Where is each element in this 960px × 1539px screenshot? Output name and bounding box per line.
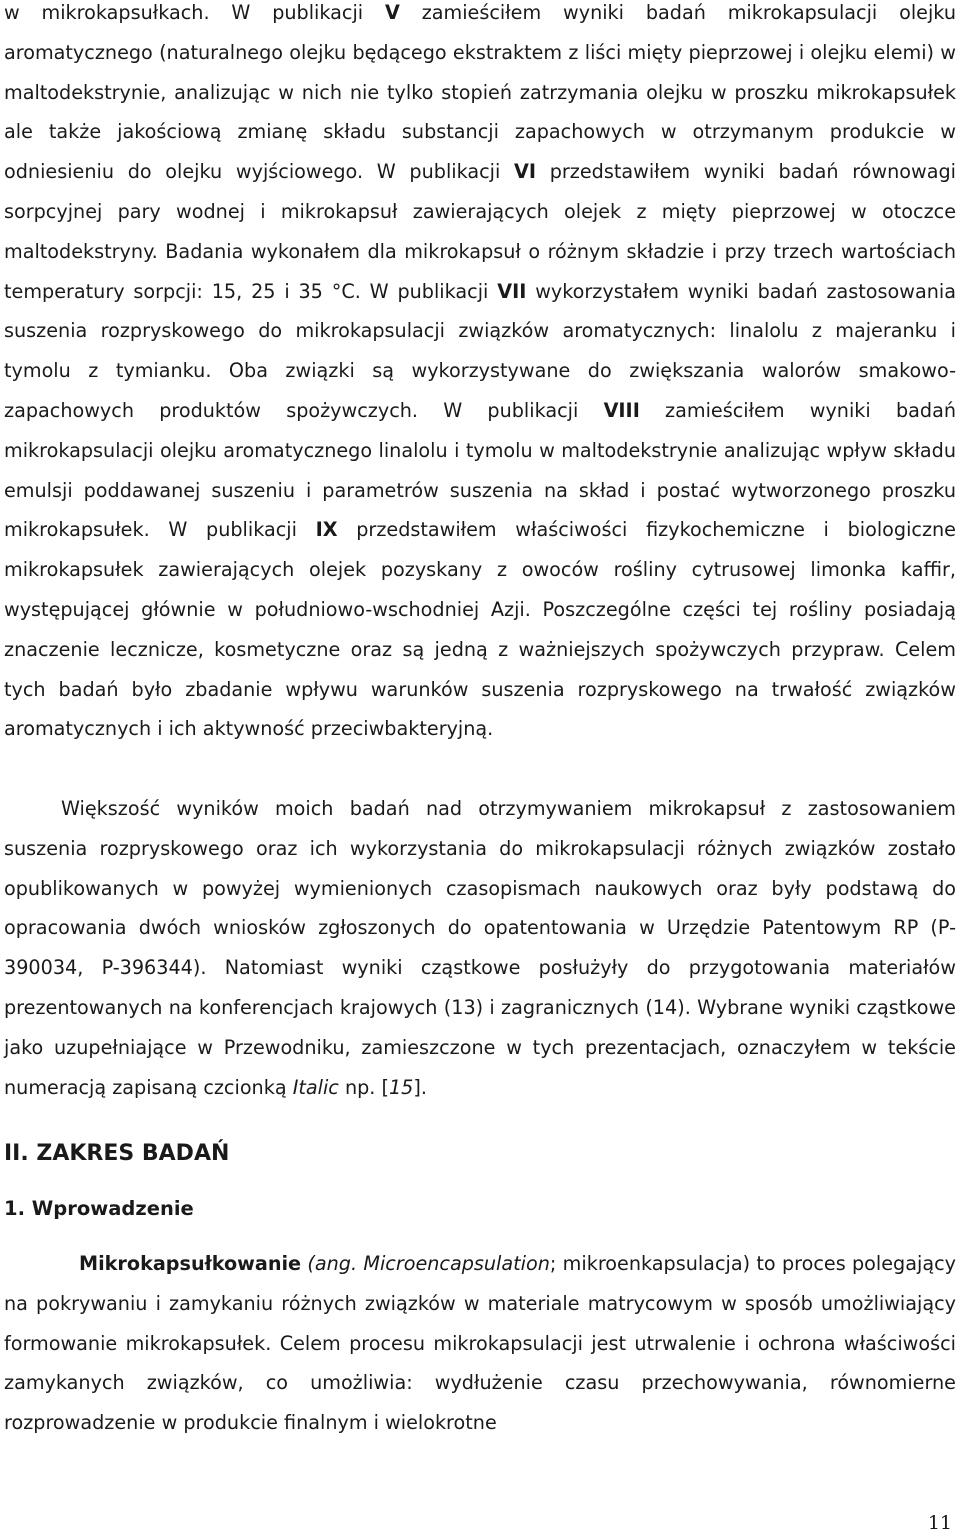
publication-ref-v: V bbox=[384, 1, 400, 24]
text-run: przedstawiłem właściwości fizykochemiczne i biologiczne mikrokapsułek zawierających olejek pozyskany z owoców rośliny cytrusowej limonka kaffir, występującej głównie w południowo-wschodniej Azji. Poszczególne części tej rośliny posiadają znaczenie lecznicze, kosmetyczne oraz są jedną z ważniejszych spożywczych przypraw. Celem tych badań było zbadanie wpływu warunków suszenia rozpryskowego na trwałość związków aromatycznych i ich aktywność przeciwbakteryjną. bbox=[4, 518, 956, 741]
term-english-italic: (ang. Microencapsulation bbox=[307, 1252, 550, 1275]
text-run: wykorzystałem wyniki badań zastosowania suszenia rozpryskowego do mikrokapsulacji związków aromatycznych: linalolu z majeranku i tymolu z tymianku. Oba związki są wykorzystywane do zwiększania walorów smakowo-zapachowych produktów spożywczych. W publikacji bbox=[4, 279, 956, 422]
italic-citation: 15 bbox=[388, 1075, 414, 1099]
text-run: Większość wyników moich badań nad otrzymywaniem mikrokapsuł z zastosowaniem suszenia rozpryskowego oraz ich wykorzystania do mikrokapsulacji różnych związków zostało opublikowanych w powyżej wymienionych czasopismach naukowych oraz były podstawą do opracowania dwóch wniosków zgłoszonych do opatentowania w Urzędzie Patentowym RP (P-390034, P-396344). Natomiast wyniki cząstkowe posłużyły do przygotowania materiałów prezentowanych na konferencjach krajowych (13) i zagranicznych (14). Wybrane wyniki cząstkowe jako uzupełniające w Przewodniku, zamieszczone w tych prezentacjach, oznaczyłem w tekście numeracją zapisaną czcionką bbox=[4, 797, 956, 1099]
italic-word: Italic bbox=[292, 1075, 339, 1099]
text-run: przedstawiłem wyniki badań równowagi sorpcyjnej pary wodnej i mikrokapsuł zawierających olejek z mięty pieprzowej w otoczce maltodekstryny. Badania wykonałem dla mikrokapsuł o różnym składzie i przy trzech wartościach temperatury sorpcji: 15, 25 i 35 °C. W publikacji bbox=[4, 160, 956, 303]
publication-ref-vii: VII bbox=[497, 279, 527, 303]
page-number: 11 bbox=[927, 1512, 952, 1534]
text-run: ]. bbox=[413, 1075, 427, 1099]
publication-ref-viii: VIII bbox=[603, 398, 640, 422]
term-bold: Mikrokapsułkowanie bbox=[79, 1252, 302, 1275]
publication-ref-ix: IX bbox=[315, 518, 338, 542]
section-heading: II. ZAKRES BADAŃ bbox=[4, 1141, 230, 1166]
text-run: zamieściłem wyniki badań mikrokapsulacji olejku aromatycznego (naturalnego olejku będącego ekstraktem z liści mięty pieprzowej i olejku elemi) w maltodekstrynie, analizując w nich nie tylko stopień zatrzymania olejku w proszku mikrokapsułek ale także jakościową zmianę składu substancji zapachowych w otrzymanym produkcie w odniesieniu do olejku wyjściowego. W publikacji bbox=[4, 1, 956, 184]
text-run: ; mikroenkapsulacja) to proces polegający na pokrywaniu i zamykaniu różnych związków w materiale matrycowym w sposób umożliwiający formowanie mikrokapsułek. Celem procesu mikrokapsulacji jest utrwalenie i ochrona właściwości zamykanych związków, co umożliwia: wydłużenie czasu przechowywania, równomierne rozprowadzenie w produkcie finalnym i wielokrotne bbox=[4, 1252, 956, 1435]
paragraph-introduction bbox=[4, 1244, 956, 1443]
paragraph-summary bbox=[4, 789, 956, 1107]
subsection-heading: 1. Wprowadzenie bbox=[4, 1197, 194, 1220]
publication-ref-vi: VI bbox=[514, 160, 537, 184]
text-run: zamieściłem wyniki badań mikrokapsulacji olejku aromatycznego linalolu i tymolu w maltodekstrynie analizując wpływ składu emulsji poddawanej suszeniu i parametrów suszenia na skład i postać wytworzonego proszku mikrokapsułek. W publikacji bbox=[4, 398, 956, 542]
paragraph-publications bbox=[4, 0, 956, 749]
text-run: np. [ bbox=[338, 1075, 389, 1099]
text-run: w mikrokapsułkach. W publikacji bbox=[4, 1, 385, 24]
